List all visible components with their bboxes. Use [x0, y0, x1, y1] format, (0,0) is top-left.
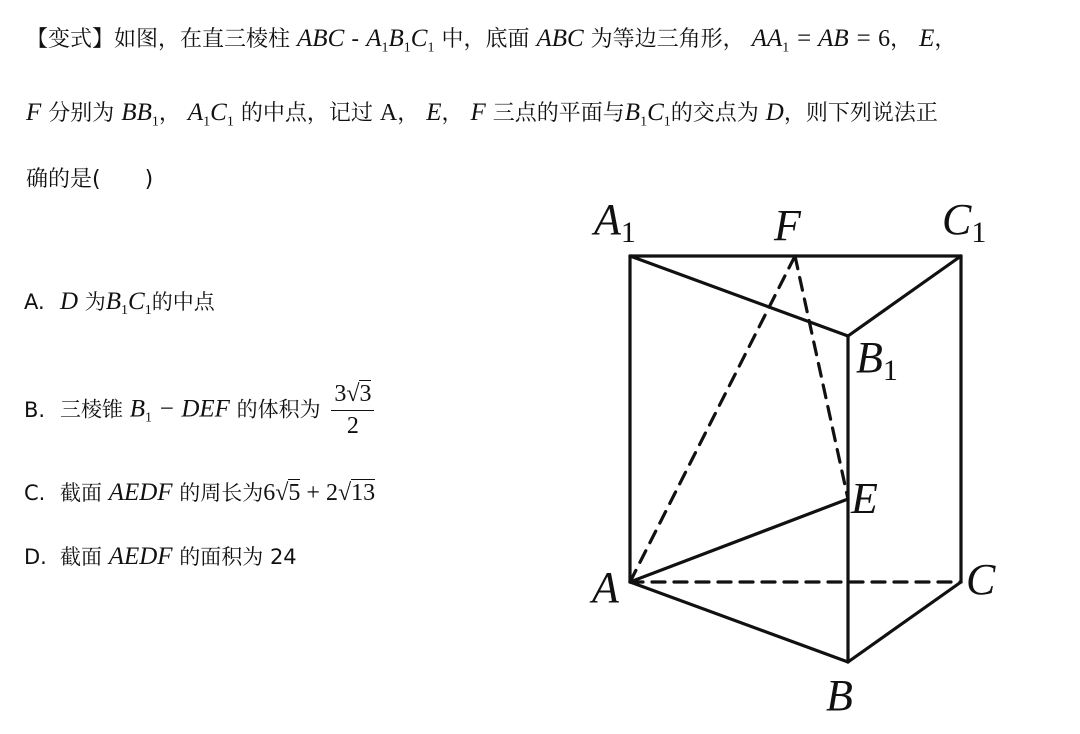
sqrt-symbol: √: [275, 480, 289, 506]
option-text: 截面: [60, 481, 102, 505]
radicand-5: 5: [288, 480, 301, 506]
sub-1: 1: [144, 410, 152, 426]
edge-A1B1: [630, 256, 848, 336]
option-text: 的周长为: [179, 481, 264, 505]
question-text: 的中点，记过: [240, 101, 373, 126]
plus-2: + 2: [300, 480, 338, 506]
math-D: D: [765, 99, 784, 126]
sqrt-symbol: √: [337, 480, 352, 506]
sub-1: 1: [782, 40, 790, 56]
math-AEDF: AEDF: [108, 479, 173, 506]
question-text: 确的是( ): [26, 167, 154, 192]
sub-1: 1: [403, 40, 411, 56]
prism-base: ABC: [297, 25, 345, 52]
segment-FE-hidden: [795, 256, 848, 499]
edge-AB: [630, 582, 848, 662]
math-AEDF: AEDF: [108, 543, 173, 570]
segment-AE: [630, 499, 848, 582]
math-6: 6: [878, 26, 891, 52]
sub-1: 1: [144, 303, 152, 319]
radicand-13: 13: [351, 480, 376, 506]
question-text: 如图，在直三棱柱: [114, 27, 291, 52]
coef-6: 6: [263, 480, 276, 506]
dash: -: [344, 27, 367, 52]
math-D: D: [60, 288, 79, 315]
math-AA: AA: [751, 25, 783, 52]
sub-1: 1: [203, 114, 211, 130]
sub-1: 1: [640, 114, 648, 130]
fraction-denominator: 2: [346, 413, 359, 439]
option-text: 为: [84, 290, 106, 314]
question-tag: 【变式】: [26, 27, 115, 52]
question-line-2: [26, 98, 938, 137]
option-letter: B.: [24, 397, 46, 422]
option-letter: A.: [24, 290, 45, 314]
prism-edges: [630, 256, 961, 662]
question-text: 为等边三角形，: [590, 27, 745, 52]
math-eq: = AB =: [789, 25, 879, 52]
math-B: B: [129, 395, 145, 423]
question-text: 三点的平面与: [492, 101, 625, 126]
option-letter: D.: [24, 545, 47, 569]
math-B: B: [105, 288, 122, 315]
area-value: 24: [269, 545, 297, 569]
question-line-3: [26, 165, 153, 195]
math-B: B: [388, 25, 404, 52]
math-C: C: [410, 25, 428, 52]
label-E: E: [851, 474, 878, 523]
volume-fraction: [331, 380, 374, 441]
math-E: E: [426, 99, 442, 126]
prism-figure: [580, 190, 1050, 730]
question-text: 的交点为: [670, 101, 759, 126]
math-BB: BB: [121, 99, 152, 126]
math-F: F: [26, 99, 42, 126]
label-A1: A1: [594, 195, 636, 249]
option-c[interactable]: [24, 478, 375, 508]
edge-B1C1: [848, 256, 961, 336]
option-text: 截面: [60, 545, 102, 569]
math-B: B: [624, 99, 641, 126]
question-line-1: [26, 24, 956, 63]
sub-1: 1: [663, 114, 671, 130]
math-C: C: [210, 99, 227, 126]
sub-1: 1: [151, 114, 159, 130]
label-C: C: [966, 555, 996, 604]
edge-BC: [848, 582, 961, 662]
math-E: E: [919, 25, 935, 52]
label-B: B: [826, 671, 853, 720]
sub-1: 1: [427, 40, 435, 56]
question-text: ，: [934, 27, 957, 52]
question-text: ，则下列说法正: [783, 101, 938, 126]
label-A: A: [592, 563, 619, 612]
label-C1: C1: [942, 195, 987, 249]
coef-3: 3: [334, 381, 347, 407]
option-text: 三棱锥: [60, 397, 123, 422]
math-C: C: [647, 99, 664, 126]
segment-AF-hidden: [630, 256, 795, 582]
question-text: 中，底面: [441, 27, 530, 52]
option-letter: C.: [24, 481, 46, 505]
math-A: A: [366, 25, 382, 52]
question-text: ，: [158, 101, 181, 126]
option-d[interactable]: [24, 542, 297, 572]
option-text: 的体积为: [236, 397, 321, 422]
question-text: ，: [397, 101, 420, 126]
option-a[interactable]: [24, 287, 215, 326]
base-name: ABC: [536, 25, 584, 52]
question-text: ，: [890, 27, 913, 52]
math-C: C: [128, 288, 145, 315]
fraction-numerator: [331, 380, 374, 411]
sub-1: 1: [381, 40, 389, 56]
perimeter-value: [263, 479, 375, 506]
math-DEF: − DEF: [151, 395, 230, 423]
option-text: 的中点: [151, 290, 215, 314]
sub-1: 1: [121, 303, 129, 319]
question-text: 分别为: [48, 101, 115, 126]
option-text: 的面积为: [179, 545, 264, 569]
label-B1: B1: [856, 333, 898, 387]
math-F: F: [470, 99, 486, 126]
sqrt-symbol: √: [346, 381, 360, 407]
sub-1: 1: [226, 114, 234, 130]
question-text: ，: [441, 101, 464, 126]
label-F: F: [774, 201, 801, 250]
math-A-roman: A: [379, 100, 398, 126]
option-b[interactable]: [24, 380, 374, 441]
radicand-3: 3: [359, 381, 372, 407]
math-A: A: [187, 99, 204, 126]
